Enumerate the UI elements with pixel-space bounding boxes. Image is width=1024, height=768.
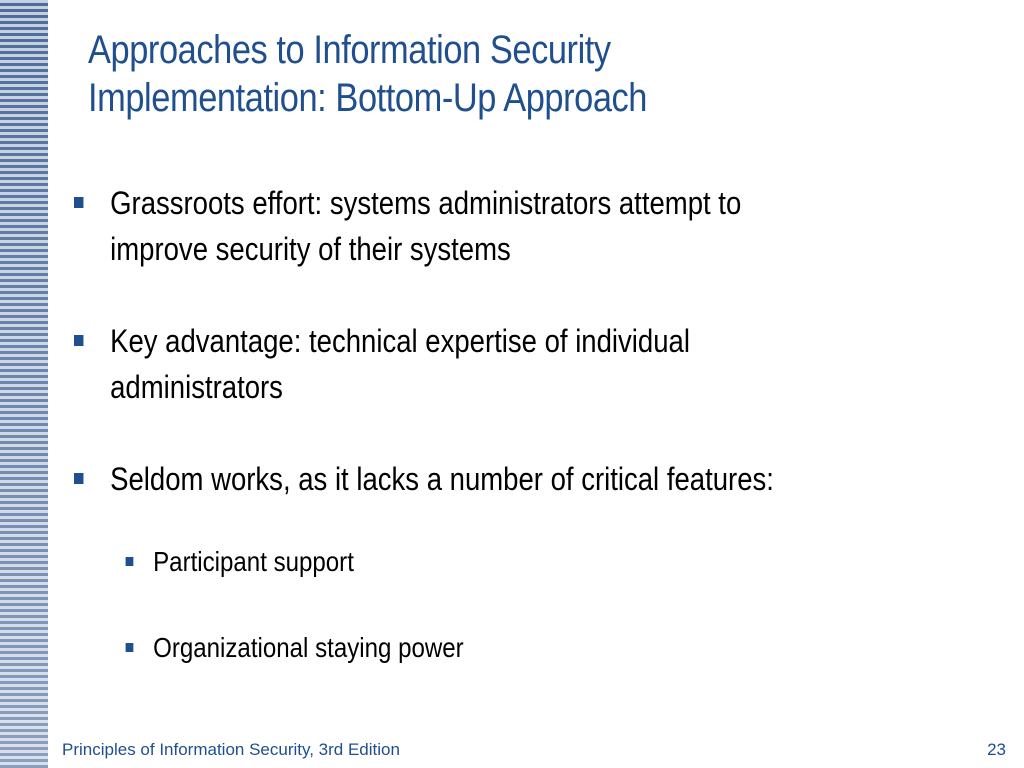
square-bullet-icon (126, 643, 134, 652)
bullet-item-seldom-works (74, 456, 848, 502)
bullet-text-line: Grassroots effort: systems administrators attempt to (110, 185, 742, 221)
slide-title-line-2: Implementation: Bottom-Up Approach (88, 76, 648, 120)
bullet-text-line: administrators (110, 369, 283, 405)
bullet-text-line: Seldom works, as it lacks a number of critical features: (110, 461, 774, 497)
decorative-side-stripes (0, 0, 48, 768)
bullet-text-line: Key advantage: technical expertise of individual (110, 323, 690, 359)
square-bullet-icon (74, 197, 83, 208)
slide-content (74, 180, 848, 714)
bullet-text-line: improve security of their systems (110, 231, 511, 267)
bullet-item-grassroots (74, 180, 848, 272)
slide-title (88, 26, 862, 122)
footer-page-number: 23 (987, 740, 1006, 759)
sub-bullet-organizational-staying-power (74, 628, 848, 668)
bullet-text-line: Participant support (153, 546, 354, 577)
bullet-item-key-advantage (74, 318, 848, 410)
sub-bullet-participant-support (74, 542, 848, 582)
square-bullet-icon (126, 557, 134, 566)
slide-title-line-1: Approaches to Information Security (88, 28, 611, 72)
square-bullet-icon (74, 335, 83, 346)
bullet-text-line: Organizational staying power (153, 632, 464, 663)
footer-source: Principles of Information Security, 3rd Edition (62, 740, 400, 759)
square-bullet-icon (74, 473, 83, 484)
